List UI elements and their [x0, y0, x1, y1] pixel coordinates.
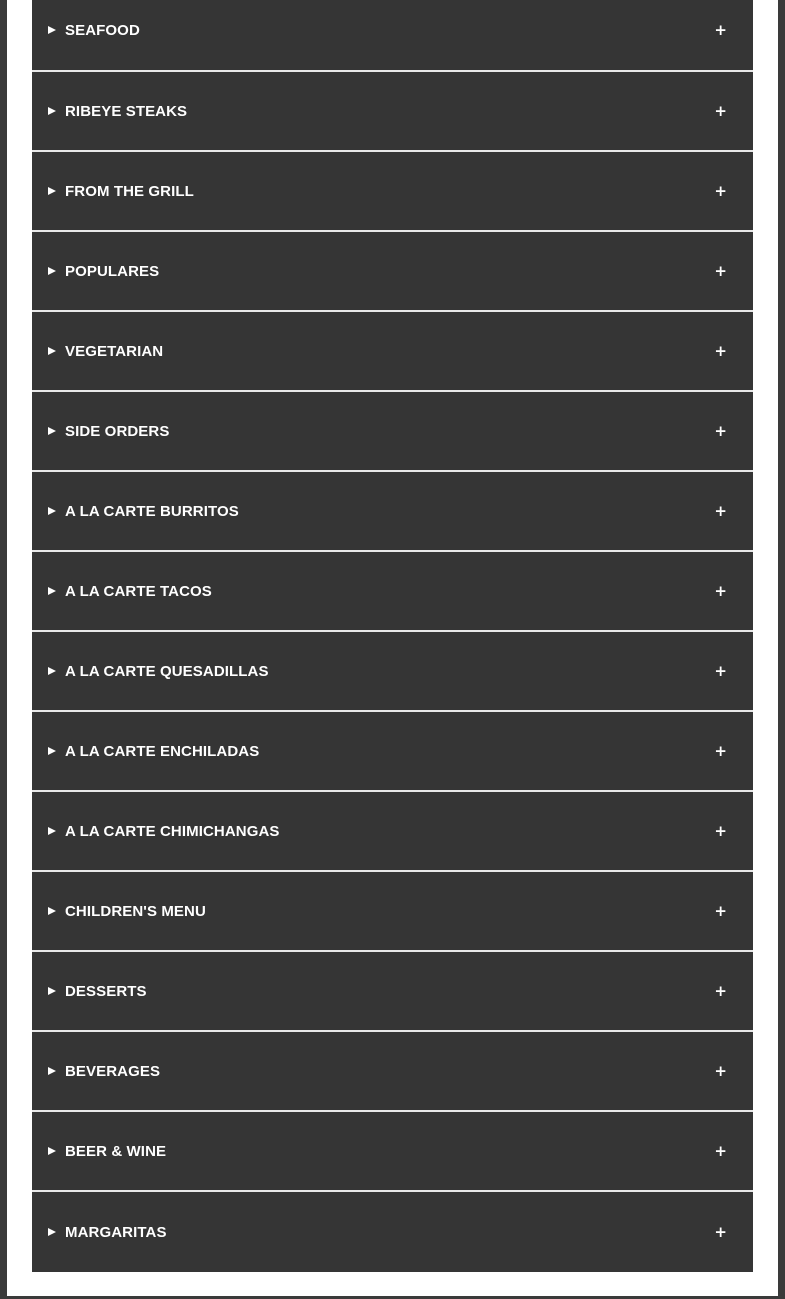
plus-icon[interactable]: + [714, 181, 727, 200]
accordion-item-beverages[interactable] [32, 1032, 753, 1112]
caret-right-icon [48, 187, 56, 195]
caret-right-icon [48, 267, 56, 275]
accordion-item-label: A LA CARTE CHIMICHANGAS [65, 822, 280, 840]
accordion-item-label: A LA CARTE QUESADILLAS [65, 662, 269, 680]
frame-right-border [778, 0, 785, 1299]
accordion-item-label: BEVERAGES [65, 1062, 161, 1080]
plus-icon[interactable]: + [714, 581, 727, 600]
accordion-item-a-la-carte-burritos[interactable] [32, 472, 753, 552]
caret-right-icon [48, 747, 56, 755]
accordion-item-from-the-grill[interactable] [32, 152, 753, 232]
accordion-item-margaritas[interactable] [32, 1192, 753, 1272]
accordion-item-label: SEAFOOD [65, 21, 140, 39]
plus-icon[interactable]: + [714, 101, 727, 120]
caret-right-icon [48, 587, 56, 595]
plus-icon[interactable]: + [714, 901, 727, 920]
caret-right-icon [48, 107, 56, 115]
plus-icon[interactable]: + [714, 661, 727, 680]
menu-accordion [32, 0, 753, 1272]
caret-right-icon [48, 667, 56, 675]
accordion-item-a-la-carte-enchiladas[interactable] [32, 712, 753, 792]
caret-right-icon [48, 987, 56, 995]
accordion-item-label: MARGARITAS [65, 1223, 167, 1241]
accordion-item-side-orders[interactable] [32, 392, 753, 472]
plus-icon[interactable]: + [714, 821, 727, 840]
accordion-item-label: VEGETARIAN [65, 342, 164, 360]
accordion-item-childrens-menu[interactable] [32, 872, 753, 952]
caret-right-icon [48, 1067, 56, 1075]
accordion-item-label: FROM THE GRILL [65, 182, 194, 200]
accordion-item-label: DESSERTS [65, 982, 147, 1000]
accordion-item-label: RIBEYE STEAKS [65, 102, 188, 120]
accordion-item-label: POPULARES [65, 262, 160, 280]
plus-icon[interactable]: + [714, 981, 727, 1000]
frame-left-border [0, 0, 7, 1299]
plus-icon[interactable]: + [714, 20, 727, 39]
accordion-item-label: SIDE ORDERS [65, 422, 170, 440]
plus-icon[interactable]: + [714, 261, 727, 280]
accordion-item-label: BEER & WINE [65, 1142, 167, 1160]
accordion-item-a-la-carte-quesadillas[interactable] [32, 632, 753, 712]
accordion-item-label: A LA CARTE ENCHILADAS [65, 742, 260, 760]
caret-right-icon [48, 427, 56, 435]
accordion-item-label: A LA CARTE BURRITOS [65, 502, 239, 520]
plus-icon[interactable]: + [714, 1061, 727, 1080]
plus-icon[interactable]: + [714, 341, 727, 360]
accordion-item-label: CHILDREN'S MENU [65, 902, 206, 920]
caret-right-icon [48, 347, 56, 355]
accordion-item-label: A LA CARTE TACOS [65, 582, 212, 600]
caret-right-icon [48, 1147, 56, 1155]
accordion-item-vegetarian[interactable] [32, 312, 753, 392]
plus-icon[interactable]: + [714, 421, 727, 440]
accordion-item-beer-and-wine[interactable] [32, 1112, 753, 1192]
accordion-item-a-la-carte-chimichangas[interactable] [32, 792, 753, 872]
caret-right-icon [48, 1228, 56, 1236]
caret-right-icon [48, 507, 56, 515]
accordion-item-populares[interactable] [32, 232, 753, 312]
plus-icon[interactable]: + [714, 501, 727, 520]
accordion-item-a-la-carte-tacos[interactable] [32, 552, 753, 632]
plus-icon[interactable]: + [714, 1141, 727, 1160]
accordion-item-ribeye-steaks[interactable] [32, 72, 753, 152]
plus-icon[interactable]: + [714, 1222, 727, 1241]
caret-right-icon [48, 827, 56, 835]
accordion-item-seafood[interactable] [32, 0, 753, 72]
caret-right-icon [48, 26, 56, 34]
plus-icon[interactable]: + [714, 741, 727, 760]
accordion-item-desserts[interactable] [32, 952, 753, 1032]
caret-right-icon [48, 907, 56, 915]
